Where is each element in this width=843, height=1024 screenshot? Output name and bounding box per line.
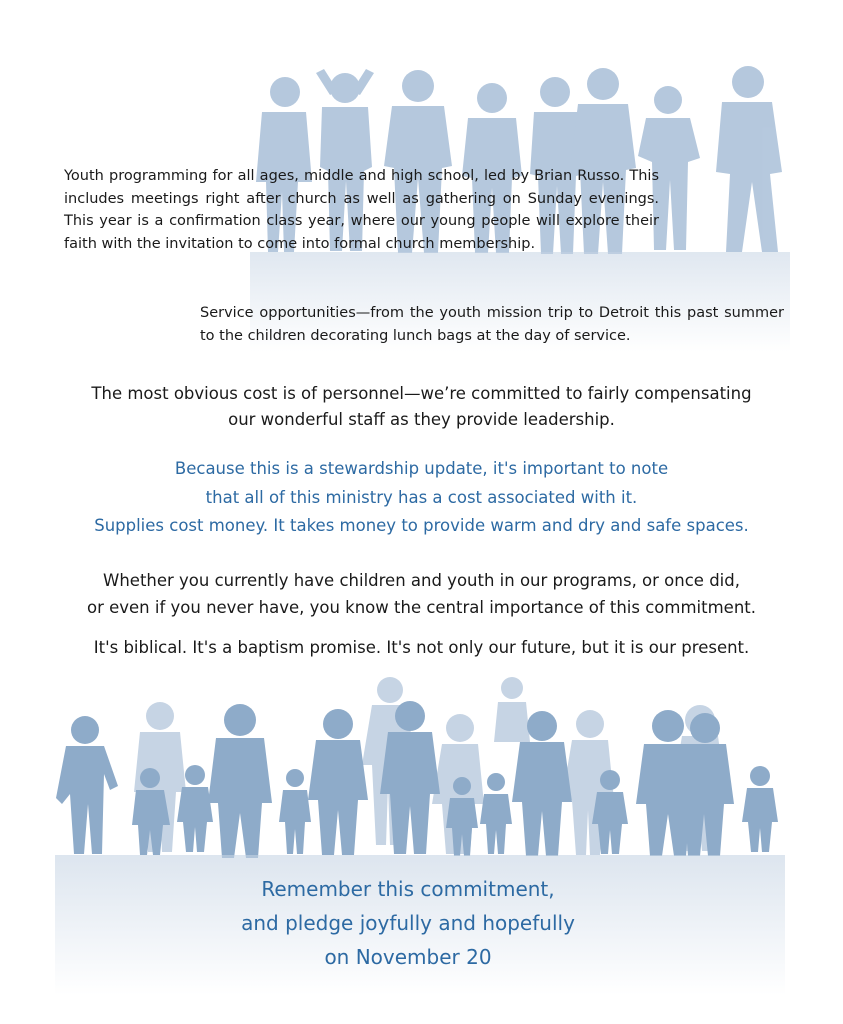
pledge-reminder [108, 872, 708, 974]
commitment-importance-line: Whether you currently have children and youth in our programs, or once did, [103, 571, 740, 590]
stewardship-note-line: Supplies cost money. It takes money to provide warm and dry and safe spaces. [94, 516, 749, 535]
pledge-reminder-line: and pledge joyfully and hopefully [241, 911, 575, 935]
biblical-promise-line: It's biblical. It's a baptism promise. It's not only our future, but it is our present. [93, 638, 750, 657]
stewardship-note-line: that all of this ministry has a cost associated with it. [205, 487, 638, 507]
personnel-cost-line: our wonderful staff as they provide leadership. [228, 410, 615, 429]
commitment-importance-line: or even if you never have, you know the central importance of this commitment. [86, 598, 756, 617]
pledge-reminder-line: Remember this commitment, [261, 877, 555, 901]
personnel-cost-paragraph [40, 381, 803, 433]
stewardship-note-paragraph [40, 455, 803, 541]
personnel-cost-line: The most obvious cost is of personnel—we’re committed to fairly compensating [91, 384, 752, 403]
service-opportunities-paragraph: Service opportunities—from the youth mission trip to Detroit this past summer to the children decorating lunch bags at the day of service. [200, 305, 784, 344]
youth-programming-paragraph: Youth programming for all ages, middle and high school, led by Brian Russo. This includes meetings right after church as well as gathering on Sunday evenings. This year is a confirmation class year, where our young people will explore their faith with the invitation to come into formal church membership. [64, 168, 659, 252]
pledge-reminder-line: on November 20 [324, 945, 492, 969]
commitment-importance-paragraph [40, 567, 803, 621]
stewardship-note-line: Because this is a stewardship update, it's important to note [174, 459, 669, 478]
